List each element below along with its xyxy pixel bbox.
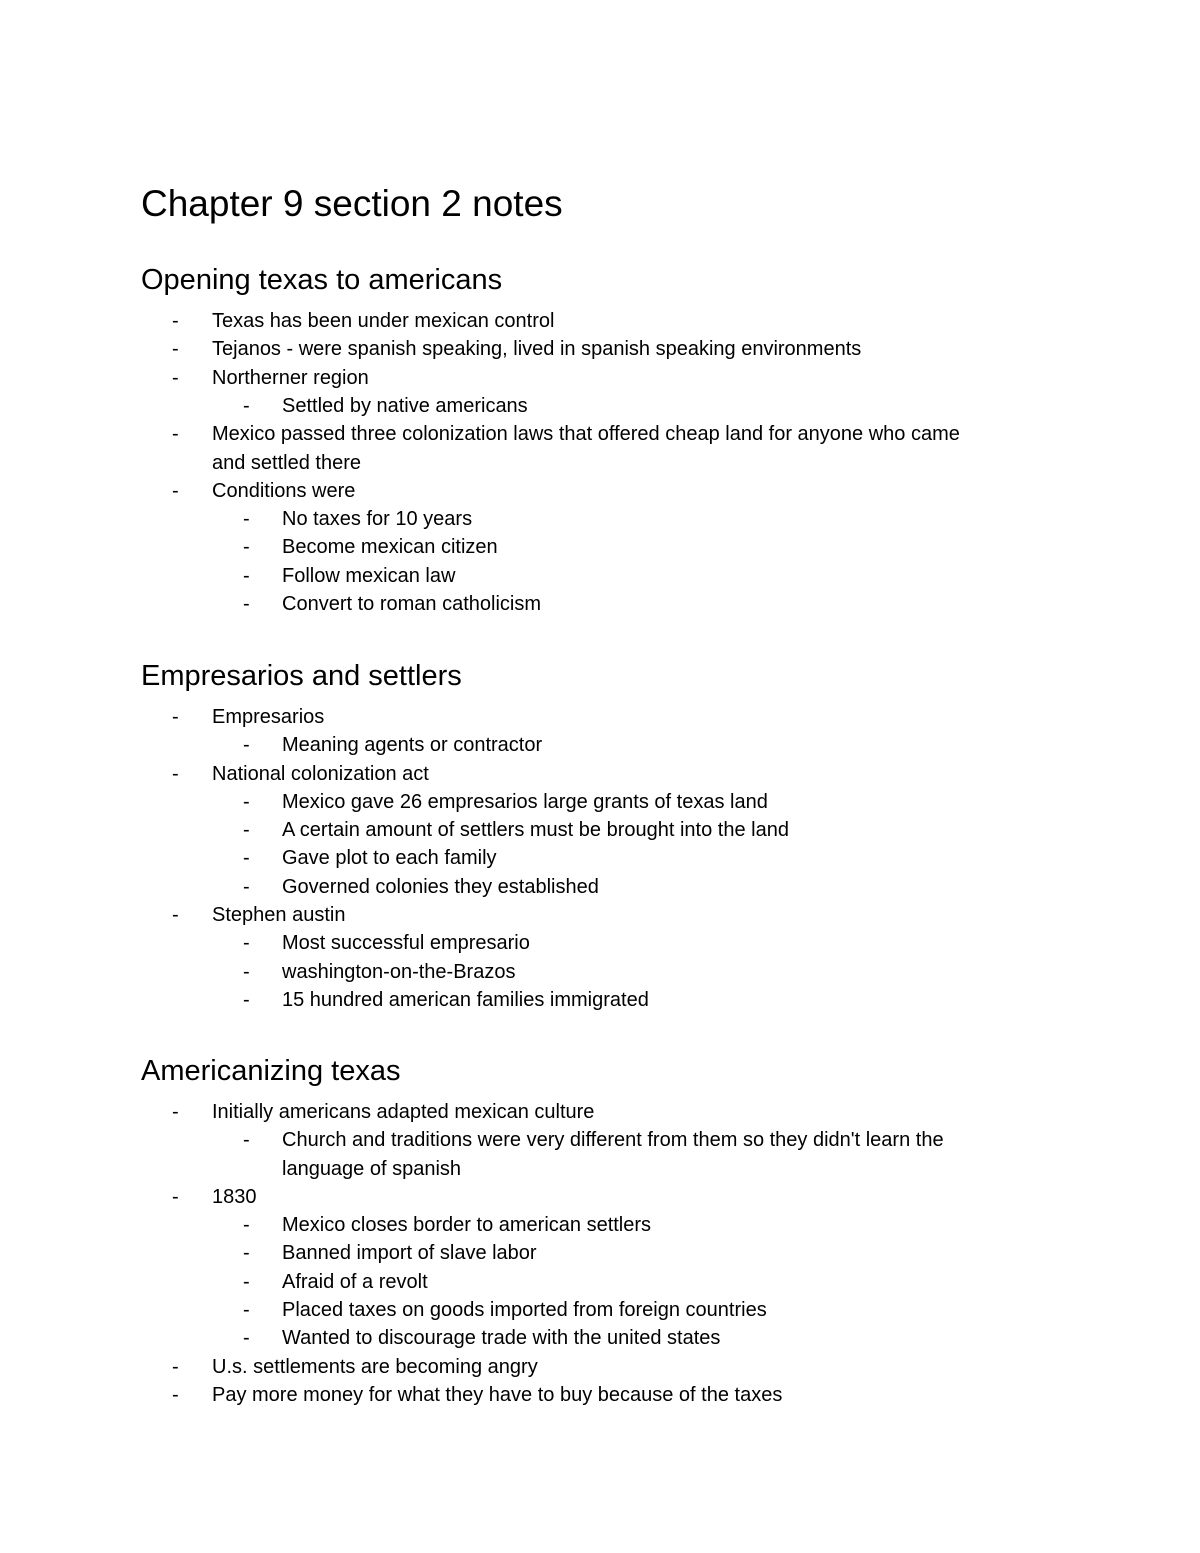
dash-bullet-icon: - (172, 338, 179, 360)
bullet-text: Banned import of slave labor (282, 1242, 537, 1264)
bullet-text: Mexico passed three colonization laws that offered cheap land for anyone who came (212, 423, 960, 445)
dash-bullet-icon: - (243, 932, 250, 954)
bullet-text: Mexico closes border to american settlers (282, 1214, 652, 1236)
dash-bullet-icon: - (172, 480, 179, 502)
dash-bullet-icon: - (243, 1299, 250, 1321)
bullet-text: 15 hundred american families immigrated (282, 989, 649, 1011)
section-heading: Opening texas to americans (141, 264, 503, 296)
dash-bullet-icon: - (243, 1242, 250, 1264)
bullet-text: Convert to roman catholicism (282, 593, 541, 615)
bullet-text: Mexico gave 26 empresarios large grants of texas land (282, 791, 768, 813)
bullet-text: National colonization act (212, 763, 429, 785)
bullet-text: Afraid of a revolt (282, 1271, 428, 1293)
bullet-text: Governed colonies they established (282, 876, 599, 898)
section-heading: Empresarios and settlers (141, 660, 462, 692)
dash-bullet-icon: - (243, 819, 250, 841)
bullet-text: Follow mexican law (282, 565, 456, 587)
bullet-text: Wanted to discourage trade with the united states (282, 1327, 721, 1349)
dash-bullet-icon: - (243, 1327, 250, 1349)
bullet-text: 1830 (212, 1186, 257, 1208)
bullet-text: Initially americans adapted mexican culture (212, 1101, 595, 1123)
dash-bullet-icon: - (243, 565, 250, 587)
dash-bullet-icon: - (243, 847, 250, 869)
dash-bullet-icon: - (243, 734, 250, 756)
dash-bullet-icon: - (172, 1356, 179, 1378)
dash-bullet-icon: - (172, 763, 179, 785)
bullet-text: Meaning agents or contractor (282, 734, 543, 756)
dash-bullet-icon: - (243, 536, 250, 558)
bullet-text: Church and traditions were very different from them so they didn't learn the (282, 1129, 944, 1151)
dash-bullet-icon: - (243, 593, 250, 615)
bullet-text: Texas has been under mexican control (212, 310, 555, 332)
dash-bullet-icon: - (172, 1186, 179, 1208)
bullet-text: Tejanos - were spanish speaking, lived in spanish speaking environments (212, 338, 862, 360)
bullet-text: Placed taxes on goods imported from foreign countries (282, 1299, 767, 1321)
bullet-text: Most successful empresario (282, 932, 530, 954)
dash-bullet-icon: - (172, 904, 179, 926)
dash-bullet-icon: - (172, 706, 179, 728)
dash-bullet-icon: - (243, 1129, 250, 1151)
dash-bullet-icon: - (243, 876, 250, 898)
bullet-text: Pay more money for what they have to buy because of the taxes (212, 1384, 783, 1406)
dash-bullet-icon: - (243, 1214, 250, 1236)
dash-bullet-icon: - (243, 508, 250, 530)
bullet-text: Empresarios (212, 706, 325, 728)
bullet-text: language of spanish (282, 1158, 462, 1180)
dash-bullet-icon: - (172, 423, 179, 445)
bullet-text: No taxes for 10 years (282, 508, 473, 530)
dash-bullet-icon: - (243, 395, 250, 417)
dash-bullet-icon: - (172, 1101, 179, 1123)
dash-bullet-icon: - (243, 1271, 250, 1293)
bullet-text: Northerner region (212, 367, 369, 389)
section-heading: Americanizing texas (141, 1055, 401, 1087)
bullet-text: and settled there (212, 452, 361, 474)
bullet-text: Gave plot to each family (282, 847, 497, 869)
dash-bullet-icon: - (243, 989, 250, 1011)
bullet-text: washington-on-the-Brazos (282, 961, 516, 983)
bullet-text: A certain amount of settlers must be brought into the land (282, 819, 789, 841)
bullet-text: Settled by native americans (282, 395, 528, 417)
dash-bullet-icon: - (172, 310, 179, 332)
bullet-text: U.s. settlements are becoming angry (212, 1356, 538, 1378)
dash-bullet-icon: - (172, 367, 179, 389)
bullet-text: Conditions were (212, 480, 356, 502)
dash-bullet-icon: - (243, 961, 250, 983)
bullet-text: Stephen austin (212, 904, 346, 926)
dash-bullet-icon: - (243, 791, 250, 813)
page-title: Chapter 9 section 2 notes (141, 183, 563, 224)
bullet-text: Become mexican citizen (282, 536, 498, 558)
dash-bullet-icon: - (172, 1384, 179, 1406)
